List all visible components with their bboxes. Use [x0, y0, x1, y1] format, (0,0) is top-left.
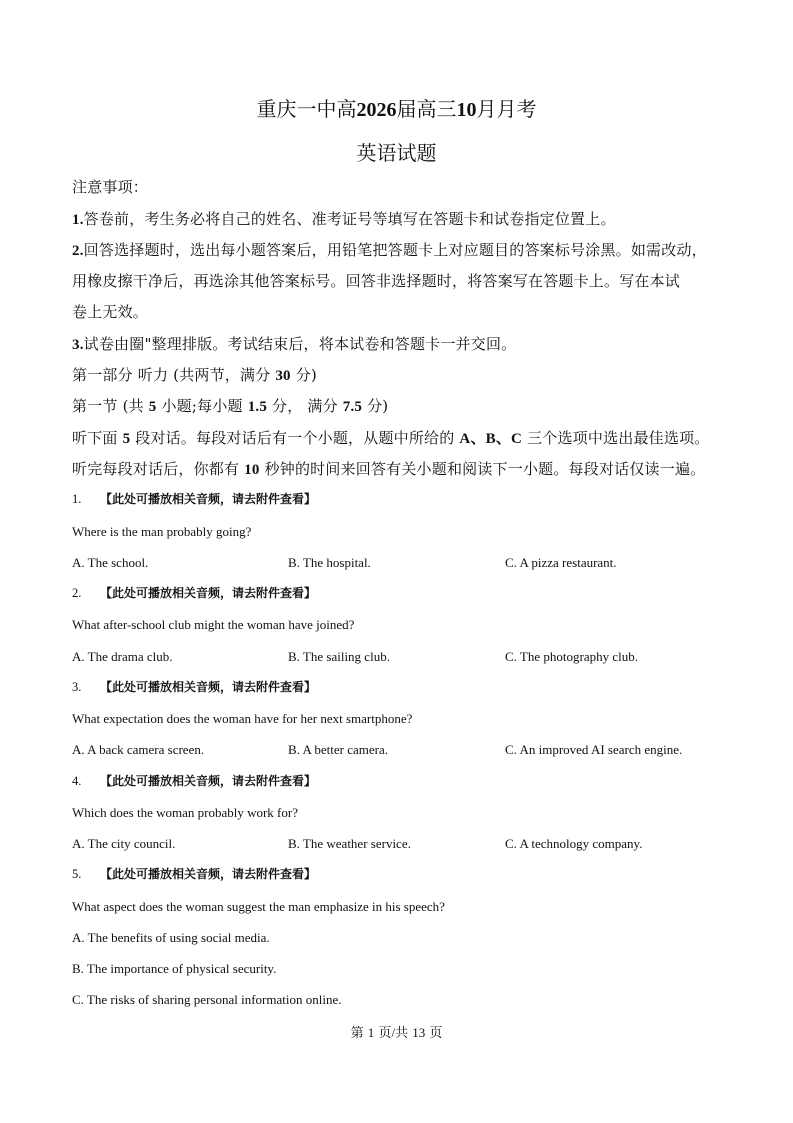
instruction-text: 三个选项中选出最佳选项。 [527, 429, 710, 447]
footer-text: 第 [350, 1025, 364, 1040]
notice-number: 2. [72, 243, 84, 259]
instruction-line-1 [72, 428, 709, 449]
audio-link[interactable]: 【此处可播放相关音频，请去附件查看】 [100, 586, 317, 600]
exam-title [0, 97, 793, 122]
instruction-options: A、B、C [459, 431, 523, 447]
footer-page-number: 1 [367, 1025, 375, 1040]
question-1-option-c: C. A pizza restaurant. [505, 555, 617, 570]
question-3-option-b: B. A better camera. [288, 742, 388, 757]
notice-text: 回答选择题时，选出每小题答案后，用铅笔把答题卡上对应题目的答案标号涂黑。如需改动， [83, 241, 707, 259]
section-count: 5 [148, 399, 157, 415]
part-heading [72, 365, 317, 386]
instruction-line-2 [72, 459, 705, 480]
question-3-stem: What expectation does the woman have for her next smartphone? [72, 711, 413, 726]
part-heading-text: 分) [295, 366, 317, 384]
section-text: 小题;每小题 [161, 397, 243, 415]
question-3-header [72, 679, 316, 695]
instruction-text: 段对话。每段对话后有一个小题，从题中所给的 [135, 429, 455, 447]
section-text: 第一节 (共 [72, 397, 144, 415]
section-total-score: 7.5 [342, 399, 363, 415]
notice-number: 3. [72, 337, 84, 353]
title-month: 10 [456, 99, 477, 121]
instruction-count: 5 [122, 431, 131, 447]
question-4-option-c: C. A technology company. [505, 836, 643, 851]
question-5-option-a: A. The benefits of using social media. [72, 930, 270, 945]
question-3-option-a: A. A back camera screen. [72, 742, 205, 757]
question-number: 3. [72, 680, 82, 694]
section-each-score: 1.5 [247, 399, 268, 415]
audio-link[interactable]: 【此处可播放相关音频，请去附件查看】 [100, 867, 317, 881]
question-3-option-c: C. An improved AI search engine. [505, 742, 683, 757]
question-1-option-a: A. The school. [72, 555, 149, 570]
title-year: 2026 [356, 99, 397, 121]
part-score: 30 [275, 368, 291, 384]
question-1-stem: Where is the man probably going? [72, 524, 252, 539]
question-4-header [72, 773, 316, 789]
question-number: 2. [72, 586, 82, 600]
question-1-option-b: B. The hospital. [288, 555, 371, 570]
section-text: 分， 满分 [272, 397, 338, 415]
instruction-seconds: 10 [244, 462, 260, 478]
notice-item-2 [72, 240, 707, 261]
question-5-option-c: C. The risks of sharing personal information online. [72, 992, 342, 1007]
instruction-text: 听完每段对话后，你都有 [72, 460, 240, 478]
notice-heading: 注意事项： [72, 178, 149, 196]
audio-link[interactable]: 【此处可播放相关音频，请去附件查看】 [100, 774, 317, 788]
notice-text: 答卷前，考生务必将自己的姓名、准考证号等填写在答题卡和试卷指定位置上。 [83, 210, 616, 228]
notice-item-2-line-3: 卷上无效。 [72, 303, 149, 321]
audio-link[interactable]: 【此处可播放相关音频，请去附件查看】 [100, 680, 317, 694]
question-5-stem: What aspect does the woman suggest the man emphasize in his speech? [72, 899, 445, 914]
title-part: 届高三 [396, 97, 457, 121]
part-heading-text: 第一部分 听力 (共两节，满分 [72, 366, 271, 384]
footer-text: 页/共 [378, 1025, 409, 1040]
exam-subtitle: 英语试题 [356, 141, 437, 165]
question-number: 1. [72, 492, 82, 506]
notice-item-3 [72, 334, 516, 355]
question-5-header [72, 866, 316, 882]
footer-text: 页 [429, 1025, 443, 1040]
instruction-text: 秒钟的时间来回答有关小题和阅读下一小题。每段对话仅读一遍。 [264, 460, 706, 478]
question-number: 4. [72, 774, 82, 788]
question-2-header [72, 585, 316, 601]
question-1-header [72, 491, 316, 507]
title-part: 月月考 [476, 97, 537, 121]
question-5-option-b: B. The importance of physical security. [72, 961, 277, 976]
section-text: 分) [367, 397, 389, 415]
question-number: 5. [72, 867, 82, 881]
section-heading [72, 396, 388, 417]
audio-link[interactable]: 【此处可播放相关音频，请去附件查看】 [100, 492, 317, 506]
notice-item-2-line-2: 用橡皮擦干净后，再选涂其他答案标号。回答非选择题时，将答案写在答题卡上。写在本试 [72, 272, 681, 290]
question-4-stem: Which does the woman probably work for? [72, 805, 298, 820]
question-2-option-b: B. The sailing club. [288, 649, 390, 664]
question-2-stem: What after-school club might the woman have joined? [72, 617, 355, 632]
title-part: 重庆一中高 [256, 97, 357, 121]
question-4-option-a: A. The city council. [72, 836, 176, 851]
page-footer [0, 1025, 793, 1042]
notice-number: 1. [72, 212, 84, 228]
notice-item-1 [72, 209, 616, 230]
question-4-option-b: B. The weather service. [288, 836, 411, 851]
notice-text: 试卷由圈"整理排版。考试结束后，将本试卷和答题卡一并交回。 [83, 335, 517, 353]
instruction-text: 听下面 [72, 429, 118, 447]
question-2-option-a: A. The drama club. [72, 649, 173, 664]
footer-total-pages: 13 [412, 1025, 426, 1040]
question-2-option-c: C. The photography club. [505, 649, 638, 664]
